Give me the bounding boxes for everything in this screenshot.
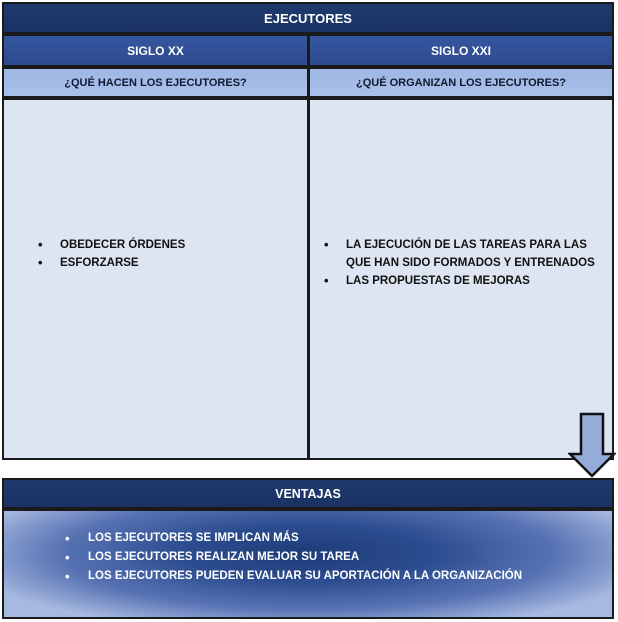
list-siglo-xxi [320, 236, 600, 290]
ventajas-box [2, 509, 614, 619]
list-item: • LA EJECUCIÓN DE LAS TAREAS PARA LAS QUE HAN SIDO FORMADOS Y ENTRENADOS [320, 236, 600, 272]
list-item: • LOS EJECUTORES SE IMPLICAN MÁS [62, 529, 522, 548]
question-siglo-xxi: ¿QUÉ ORGANIZAN LOS EJECUTORES? [308, 67, 614, 98]
question-siglo-xx: ¿QUÉ HACEN LOS EJECUTORES? [2, 67, 309, 98]
list-item: • ESFORZARSE [34, 254, 294, 272]
down-arrow-icon [568, 412, 616, 478]
list-siglo-xx [34, 236, 294, 272]
ventajas-header: VENTAJAS [2, 478, 614, 509]
list-item: • OBEDECER ÓRDENES [34, 236, 294, 254]
content-box-siglo-xx [2, 98, 309, 460]
column-header-siglo-xx: SIGLO XX [2, 34, 309, 67]
column-header-siglo-xxi: SIGLO XXI [308, 34, 614, 67]
diagram-title: EJECUTORES [2, 2, 614, 34]
content-box-siglo-xxi [308, 98, 614, 460]
list-item: • LAS PROPUESTAS DE MEJORAS [320, 272, 600, 290]
list-item: • LOS EJECUTORES PUEDEN EVALUAR SU APORTACIÓN A LA ORGANIZACIÓN [62, 567, 522, 586]
list-item: • LOS EJECUTORES REALIZAN MEJOR SU TAREA [62, 548, 522, 567]
ventajas-list [62, 529, 522, 586]
